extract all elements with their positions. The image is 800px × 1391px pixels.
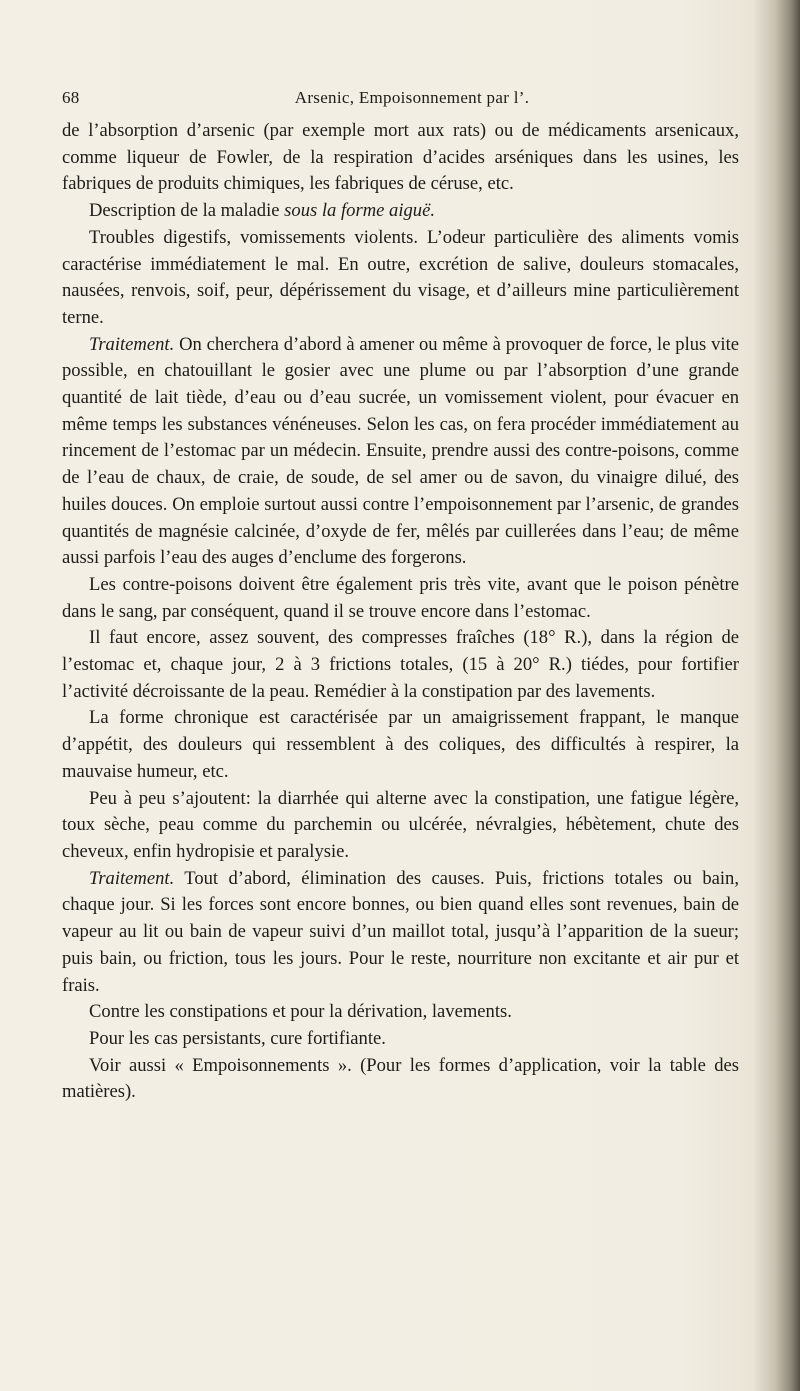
page-binding-shadow	[754, 0, 800, 1391]
paragraph: Contre les constipations et pour la dérivation, lavements.	[89, 1001, 512, 1023]
paragraph: Description de la maladie sous la forme aiguë.	[89, 200, 435, 222]
paragraph: Voir aussi « Empoisonnements ». (Pour les formes d’application, voir la table des matières).	[62, 1054, 739, 1103]
paragraph: Traitement. Tout d’abord, élimination des causes. Puis, frictions totales ou bain, chaque jour. Si les forces sont encore bonnes, ou bien quand elles sont revenues, bain de vapeur au lit ou bain de vapeur suivi d’un maillot total, jusqu’à l’apparition de la sueur; puis bain, ou friction, tous les jours. Pour le reste, nourriture non excitante et air pur et frais.	[62, 867, 739, 996]
italic-phrase: sous la forme aiguë.	[284, 200, 435, 222]
paragraph: La forme chronique est caractérisée par un amaigrissement frappant, le manque d’appétit, des douleurs qui ressemblent à des coliques, des difficultés à respirer, la mauvaise humeur, etc.	[62, 707, 739, 782]
paragraph: Pour les cas persistants, cure fortifiante.	[89, 1027, 386, 1049]
page-header	[62, 88, 742, 112]
paragraph: Il faut encore, assez souvent, des compresses fraîches (18° R.), dans la région de l’estomac et, chaque jour, 2 à 3 frictions totales, (15 à 20° R.) tiédes, pour fortifier l’activité décroissante de la peau. Remédier à la constipation par des lavements.	[62, 627, 739, 702]
section-heading-italic: Traitement.	[89, 333, 175, 355]
paragraph: Les contre-poisons doivent être également pris très vite, avant que le poison pénètre dans le sang, par conséquent, quand il se trouve encore dans l’estomac.	[62, 573, 739, 622]
paragraph: Peu à peu s’ajoutent: la diarrhée qui alterne avec la constipation, une fatigue légère, toux sèche, peau comme du parchemin ou ulcérée, névralgies, hébètement, chute des cheveux, enfin hydropisie et paralysie.	[62, 787, 739, 862]
section-heading-italic: Traitement.	[89, 867, 175, 889]
body-text	[62, 118, 739, 1106]
running-title: Arsenic, Empoisonnement par l’.	[294, 88, 530, 107]
paragraph: Troubles digestifs, vomissements violents. L’odeur particulière des aliments vomis caractérise immédiatement le mal. En outre, excrétion de salive, douleurs stomacales, nausées, renvois, soif, peur, dépérissement du visage, et d’ailleurs mine particulièrement terne.	[62, 226, 739, 328]
paragraph: de l’absorption d’arsenic (par exemple mort aux rats) ou de médicaments arsenicaux, comme liqueur de Fowler, de la respiration d’acides arséniques dans les usines, les fabriques de produits chimiques, les fabriques de céruse, etc.	[62, 120, 739, 195]
paragraph: Traitement. On cherchera d’abord à amener ou même à provoquer de force, le plus vite possible, en chatouillant le gosier avec une plume ou par l’absorption d’une grande quantité de lait tiède, d’eau ou d’eau sucrée, un vomissement violent, pour évacuer en même temps les substances vénéneuses. Selon les cas, on fera procéder immédiatement au rincement de l’estomac par un médecin. Ensuite, prendre aussi des contre-poisons, comme de l’eau de chaux, de craie, de soude, de sel amer ou de savon, du vinaigre dilué, des huiles douces. On emploie surtout aussi contre l’empoisonnement par l’arsenic, de grandes quantités de magnésie calcinée, d’oxyde de fer, mêlés par cuillerées dans l’eau; de même aussi parfois l’eau des auges d’enclume des forgerons.	[62, 333, 739, 569]
page-number: 68	[62, 88, 80, 107]
